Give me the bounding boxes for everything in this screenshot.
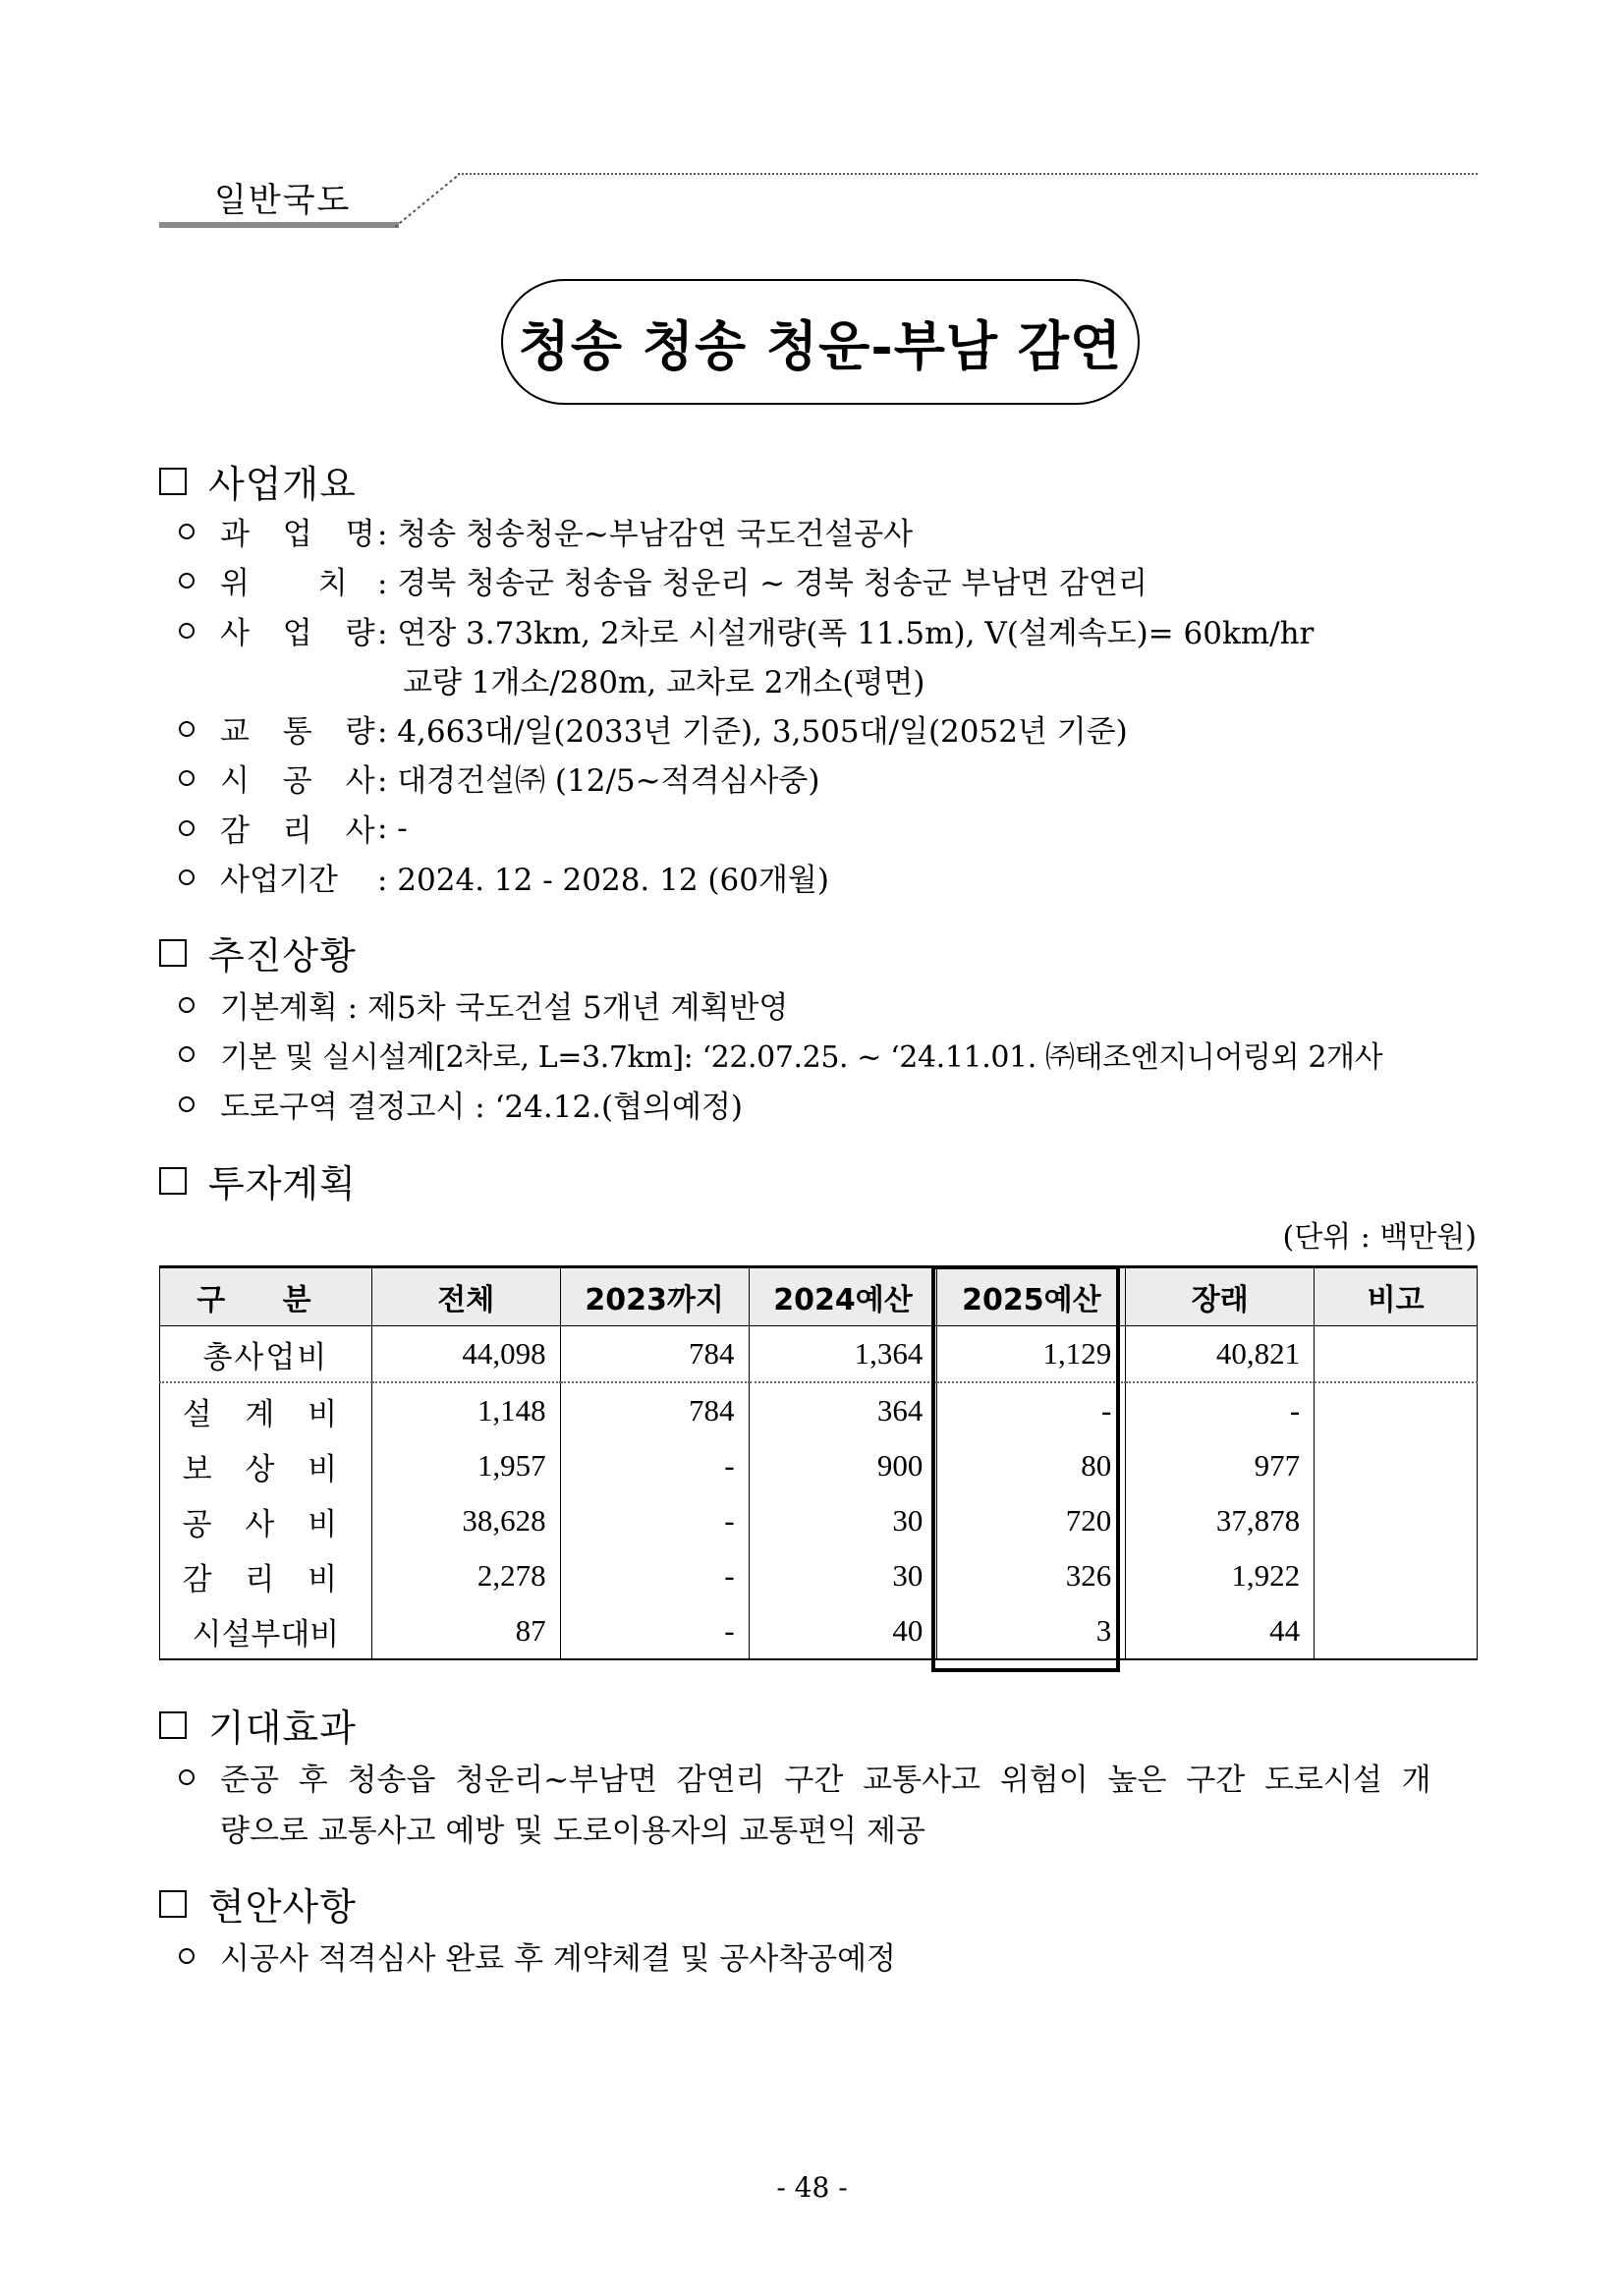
circle-bullet-icon: [179, 721, 195, 737]
checkbox-square-icon: [159, 468, 187, 495]
column-header: 2024예산: [749, 1267, 937, 1326]
overview-item: 위 치 : 경북 청송군 청송읍 청운리 ~ 경북 청송군 부남면 감연리: [179, 558, 1148, 602]
circle-bullet-icon: [179, 573, 195, 588]
page-number: - 48 -: [776, 2171, 848, 2204]
circle-bullet-icon: [179, 524, 195, 539]
header-rule: [159, 222, 399, 228]
section-category: 일반국도: [214, 181, 352, 220]
issues-item: 시공사 적격심사 완료 후 계약체결 및 공사착공예정: [179, 1933, 896, 1978]
section-issues-heading: 현안사항: [159, 1876, 357, 1931]
overview-item: 교 통 량 : 4,663대/일(2033년 기준), 3,505대/일(2052년 기준): [179, 706, 1128, 751]
section-overview-heading: 사업개요: [159, 454, 357, 508]
overview-item: 사업기간 : 2024. 12 - 2028. 12 (60개월): [179, 855, 829, 899]
header-diagonal: [395, 173, 464, 228]
circle-bullet-icon: [179, 1046, 195, 1062]
page-title: [501, 279, 1140, 405]
table-row: 시설부대비 87 - 40 3 44: [160, 1603, 1478, 1659]
circle-bullet-icon: [179, 623, 195, 639]
unit-note: (단위 : 백만원): [1282, 1220, 1477, 1255]
circle-bullet-icon: [179, 1948, 195, 1964]
table-row: 공 사 비 38,628 - 30 720 37,878: [160, 1493, 1478, 1548]
section-investment-heading: 투자계획: [159, 1153, 357, 1207]
column-header: 구 분: [160, 1267, 372, 1326]
circle-bullet-icon: [179, 1096, 195, 1112]
overview-item: 사 업 량 : 연장 3.73km, 2차로 시설개량(폭 11.5m), V(설계속도)= 60km/hr: [179, 608, 1314, 652]
column-header: 비고: [1315, 1267, 1478, 1326]
table-header-row: [160, 1267, 1478, 1326]
overview-item: 감 리 사 : -: [179, 806, 408, 850]
section-progress-heading: 추진상황: [159, 925, 357, 980]
section-effects-heading: 기대효과: [159, 1698, 357, 1752]
table-row: 설 계 비 1,148 784 364 - -: [160, 1382, 1478, 1438]
checkbox-square-icon: [159, 1890, 187, 1918]
progress-item: 도로구역 결정고시 : ‘24.12.(협의예정): [179, 1082, 743, 1126]
overview-item: 시 공 사 : 대경건설㈜ (12/5~적격심사중): [179, 756, 819, 800]
circle-bullet-icon: [179, 869, 195, 885]
overview-item: 과 업 명 : 청송 청송청운~부남감연 국도건설공사: [179, 509, 913, 553]
page-title-text: 청송 청송 청운-부남 감연: [518, 313, 1123, 377]
column-header: 2025예산: [937, 1267, 1126, 1326]
effects-item-continuation: 량으로 교통사고 예방 및 도로이용자의 교통편익 제공: [220, 1814, 925, 1849]
table-row: 총사업비 44,098 784 1,364 1,129 40,821: [160, 1326, 1478, 1383]
checkbox-square-icon: [159, 1167, 187, 1195]
circle-bullet-icon: [179, 770, 195, 786]
checkbox-square-icon: [159, 939, 187, 967]
progress-item: 기본계획 : 제5차 국도건설 5개년 계획반영: [179, 982, 788, 1027]
effects-item: 준공 후 청송읍 청운리~부남면 감연리 구간 교통사고 위험이 높은 구간 도로시설 개: [179, 1755, 1431, 1799]
table-row: 감 리 비 2,278 - 30 326 1,922: [160, 1548, 1478, 1603]
table-row: 보 상 비 1,957 - 900 80 977: [160, 1438, 1478, 1493]
column-header: 장래: [1126, 1267, 1315, 1326]
overview-item-continuation: 교량 1개소/280m, 교차로 2개소(평면): [403, 665, 925, 700]
progress-item: 기본 및 실시설계[2차로, L=3.7km]: ‘22.07.25. ~ ‘24.11.01. ㈜태조엔지니어링외 2개사: [179, 1033, 1382, 1076]
investment-table: [159, 1265, 1478, 1660]
column-header: 전체: [371, 1267, 560, 1326]
column-header: 2023까지: [560, 1267, 749, 1326]
circle-bullet-icon: [179, 997, 195, 1013]
circle-bullet-icon: [179, 1769, 195, 1785]
header-dotted-rule: [458, 173, 1478, 175]
circle-bullet-icon: [179, 820, 195, 836]
checkbox-square-icon: [159, 1711, 187, 1739]
